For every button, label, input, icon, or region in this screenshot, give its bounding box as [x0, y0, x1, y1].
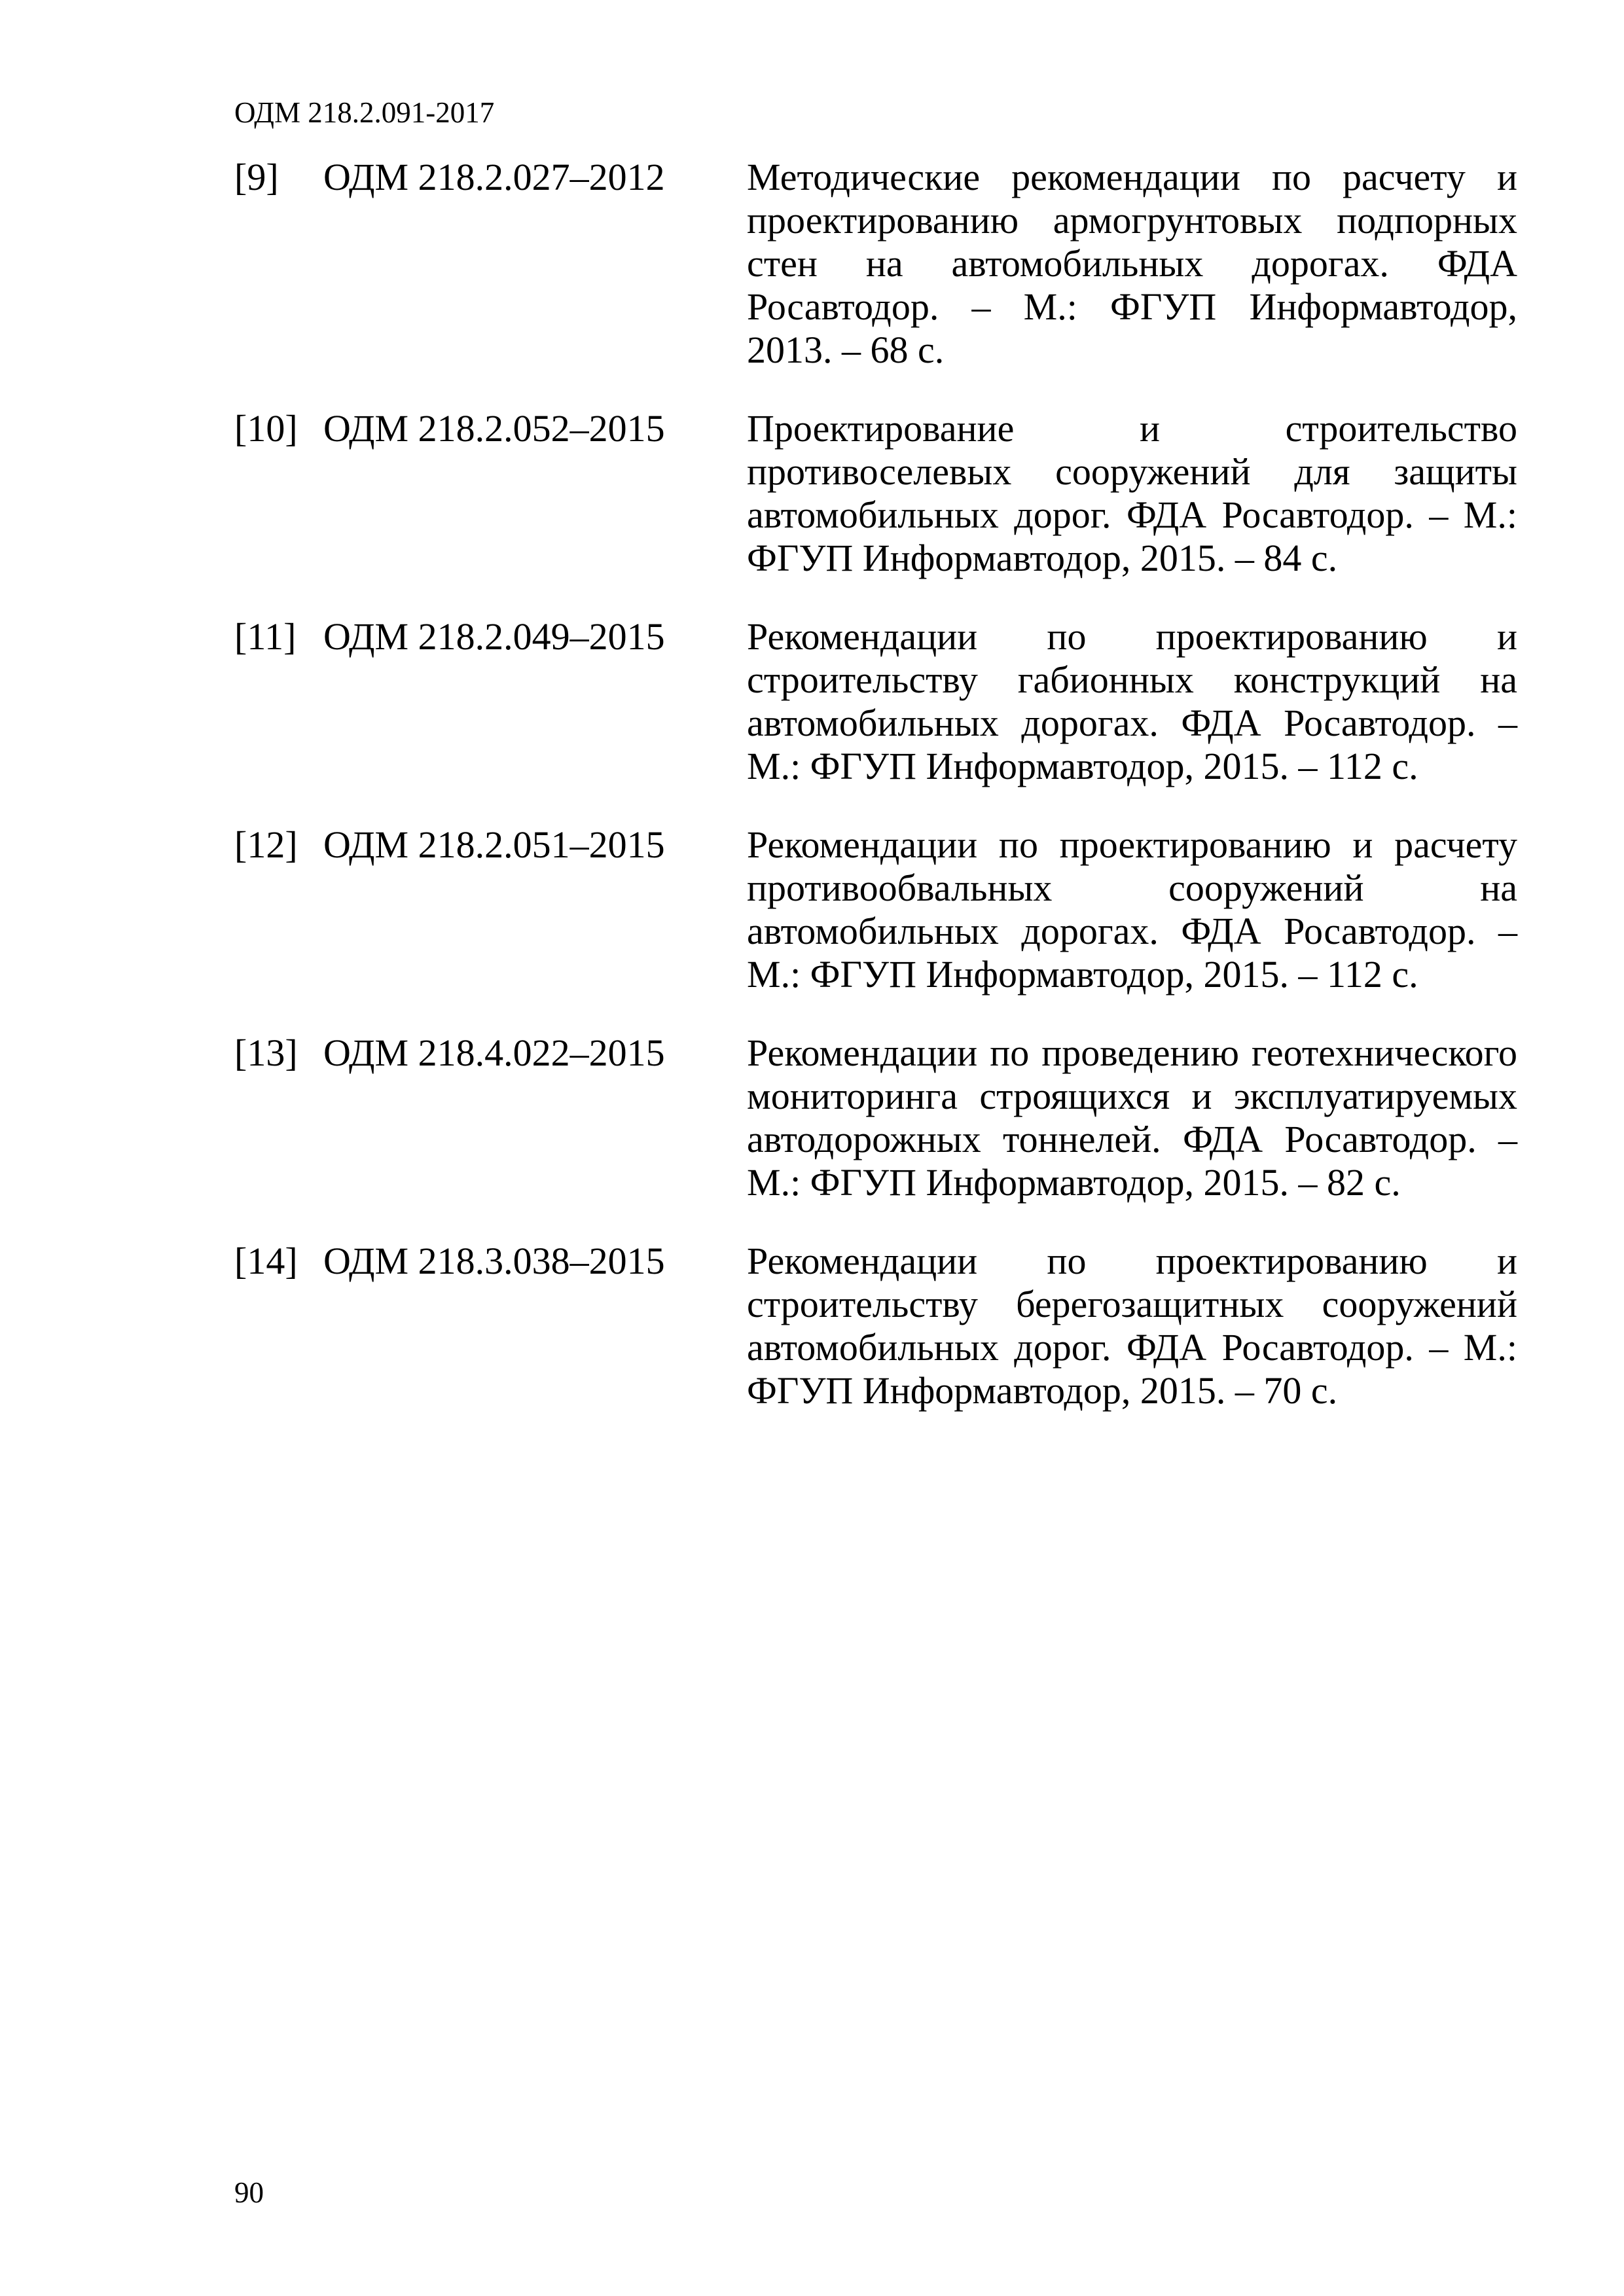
reference-description: Рекомендации по проектированию и расчету противообвальных сооружений на автомобильных дорогах. ФДА Росавтодор. – М.: ФГУП Информавтодор, 2015. – 112 с.: [747, 823, 1517, 996]
reference-code: ОДМ 218.2.049–2015: [323, 615, 665, 658]
reference-number: [12]: [234, 823, 298, 866]
reference-description: Проектирование и строительство противоселевых сооружений для защиты автомобильных дорог. ФДА Росавтодор. – М.: ФГУП Информавтодор, 2015. – 84 с.: [747, 407, 1517, 579]
reference-item: [234, 1031, 1517, 1204]
page-number: 90: [234, 2176, 264, 2209]
reference-list: [234, 156, 1517, 1448]
reference-item: [234, 1240, 1517, 1412]
reference-description: Рекомендации по проектированию и строительству габионных конструкций на автомобильных дорогах. ФДА Росавтодор. – М.: ФГУП Информавтодор, 2015. – 112 с.: [747, 615, 1517, 787]
reference-number: [10]: [234, 407, 298, 450]
reference-item: [234, 823, 1517, 996]
reference-number: [11]: [234, 615, 297, 658]
reference-code: ОДМ 218.4.022–2015: [323, 1031, 665, 1074]
reference-number: [13]: [234, 1031, 298, 1074]
reference-number: [9]: [234, 156, 279, 198]
reference-item: [234, 615, 1517, 788]
reference-code: ОДМ 218.3.038–2015: [323, 1240, 665, 1282]
reference-code: ОДМ 218.2.052–2015: [323, 407, 665, 450]
reference-code: ОДМ 218.2.027–2012: [323, 156, 665, 198]
reference-description: Рекомендации по проектированию и строительству берегозащитных сооружений автомобильных дорог. ФДА Росавтодор. – М.: ФГУП Информавтодор, 2015. – 70 с.: [747, 1240, 1517, 1412]
reference-code: ОДМ 218.2.051–2015: [323, 823, 665, 866]
document-code-header: ОДМ 218.2.091-2017: [234, 96, 495, 129]
reference-item: [234, 156, 1517, 372]
reference-description: Методические рекомендации по расчету и проектированию армогрунтовых подпорных стен на автомобильных дорогах. ФДА Росавтодор. – М.: ФГУП Информавтодор, 2013. – 68 с.: [747, 156, 1517, 371]
reference-item: [234, 407, 1517, 580]
reference-description: Рекомендации по проведению геотехнического мониторинга строящихся и эксплуатируемых автодорожных тоннелей. ФДА Росавтодор. – М.: ФГУП Информавтодор, 2015. – 82 с.: [747, 1031, 1517, 1204]
reference-number: [14]: [234, 1240, 298, 1282]
